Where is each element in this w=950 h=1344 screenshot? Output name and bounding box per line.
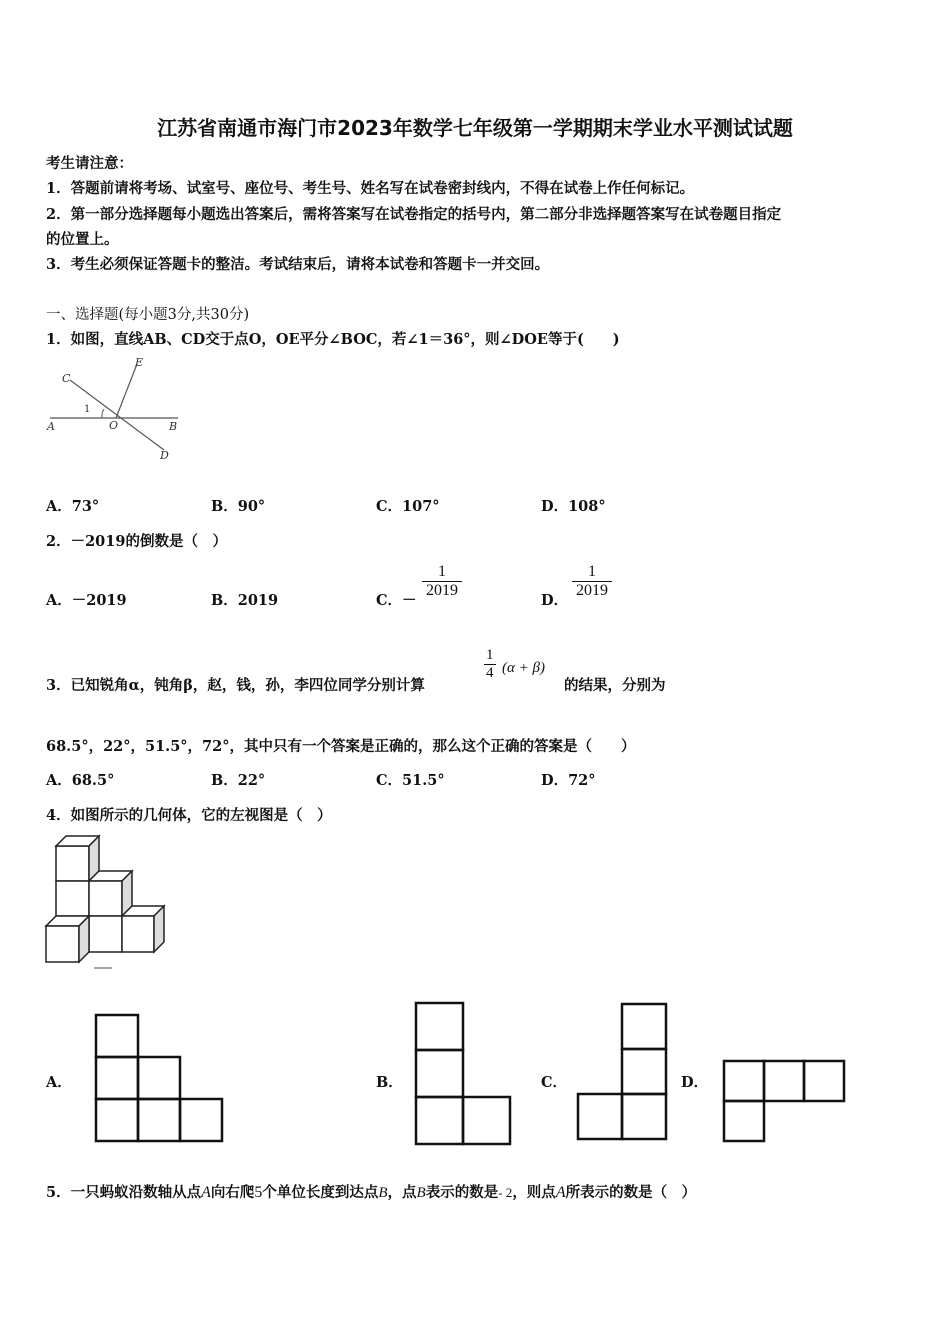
q4-option-a-view [94,1013,224,1143]
q3-option-c[interactable]: C．51.5° [376,772,445,789]
q4-option-c[interactable]: C． [541,1074,568,1091]
q1-option-a[interactable]: A．73° [46,498,100,515]
q1-label-c: C [62,372,71,385]
q1-option-b[interactable]: B．90° [211,498,266,515]
fraction-numerator: 1 [588,563,596,580]
notice-item-2: 2．第一部分选择题每小题选出答案后，需将答案写在试卷指定的括号内，第二部分非选择题答案写在试卷题目指定 [46,206,782,223]
q2-stem: 2．－2019的倒数是（ ） [46,533,227,550]
fraction-denominator: 2019 [426,582,458,599]
q3-fraction [484,647,496,682]
notice-item-2-cont: 的位置上。 [46,231,119,248]
q4-option-a[interactable]: A． [46,1074,72,1091]
section-heading: 一、选择题(每小题3分,共30分) [46,307,250,323]
q1-stem: 1．如图，直线AB、CD交于点O，OE平分∠BOC，若∠1＝36°，则∠DOE等于( ) [46,331,620,348]
q4-option-d-view [722,1059,846,1143]
q1-label-e: E [135,356,144,369]
q3-expression: (α + β) [502,660,545,676]
q3-stem-part2: 的结果，分别为 [564,677,666,694]
q2-option-a[interactable]: A．－2019 [46,592,127,609]
q3-option-a[interactable]: A．68.5° [46,772,115,789]
q1-label-d: D [160,449,169,462]
q1-label-b: B [169,420,178,433]
fraction-denominator: 2019 [576,582,608,599]
q1-label-o: O [109,419,119,432]
q1-label-a: A [47,420,55,433]
q3-option-d[interactable]: D．72° [541,772,596,789]
q4-solid-figure [42,830,172,970]
page-title: 江苏省南通市海门市2023年数学七年级第一学期期末学业水平测试试题 [157,116,793,140]
fraction-numerator: 1 [486,647,494,663]
q4-option-b-view [414,1001,512,1147]
q3-option-b[interactable]: B．22° [211,772,266,789]
q2-option-c[interactable]: C．－ [376,592,417,609]
notice-item-1: 1．答题前请将考场、试室号、座位号、考生号、姓名写在试卷密封线内，不得在试卷上作任何标记。 [46,180,695,197]
notice-item-3: 3．考生必须保证答题卡的整洁。考试结束后，请将本试卷和答题卡一并交回。 [46,256,550,273]
q4-option-d[interactable]: D． [681,1074,709,1091]
q2-option-b[interactable]: B．2019 [211,592,279,609]
q2-option-d-fraction [572,563,612,600]
q4-option-b[interactable]: B． [376,1074,403,1091]
fraction-denominator: 4 [486,665,494,681]
q2-option-c-fraction [422,563,462,600]
q1-option-c[interactable]: C．107° [376,498,440,515]
q1-figure [40,352,190,464]
q3-stem-part1: 3．已知锐角α，钝角β，赵，钱，孙，李四位同学分别计算 [46,677,425,694]
q3-stem-part3: 68.5°，22°，51.5°，72°，其中只有一个答案是正确的，那么这个正确的答案是（ ） [46,738,636,755]
fraction-numerator: 1 [438,563,446,580]
q4-option-c-view [576,1002,668,1142]
q1-option-d[interactable]: D．108° [541,498,606,515]
q1-label-angle: 1 [84,404,91,415]
q5-stem: 5．一只蚂蚁沿数轴从点A向右爬5个单位长度到达点B，点B表示的数是- 2，则点A所表示的数是（ ） [46,1184,697,1201]
notice-heading: 考生请注意： [46,155,133,172]
q4-stem: 4．如图所示的几何体，它的左视图是（ ） [46,807,332,824]
q2-option-d[interactable]: D． [541,592,569,609]
